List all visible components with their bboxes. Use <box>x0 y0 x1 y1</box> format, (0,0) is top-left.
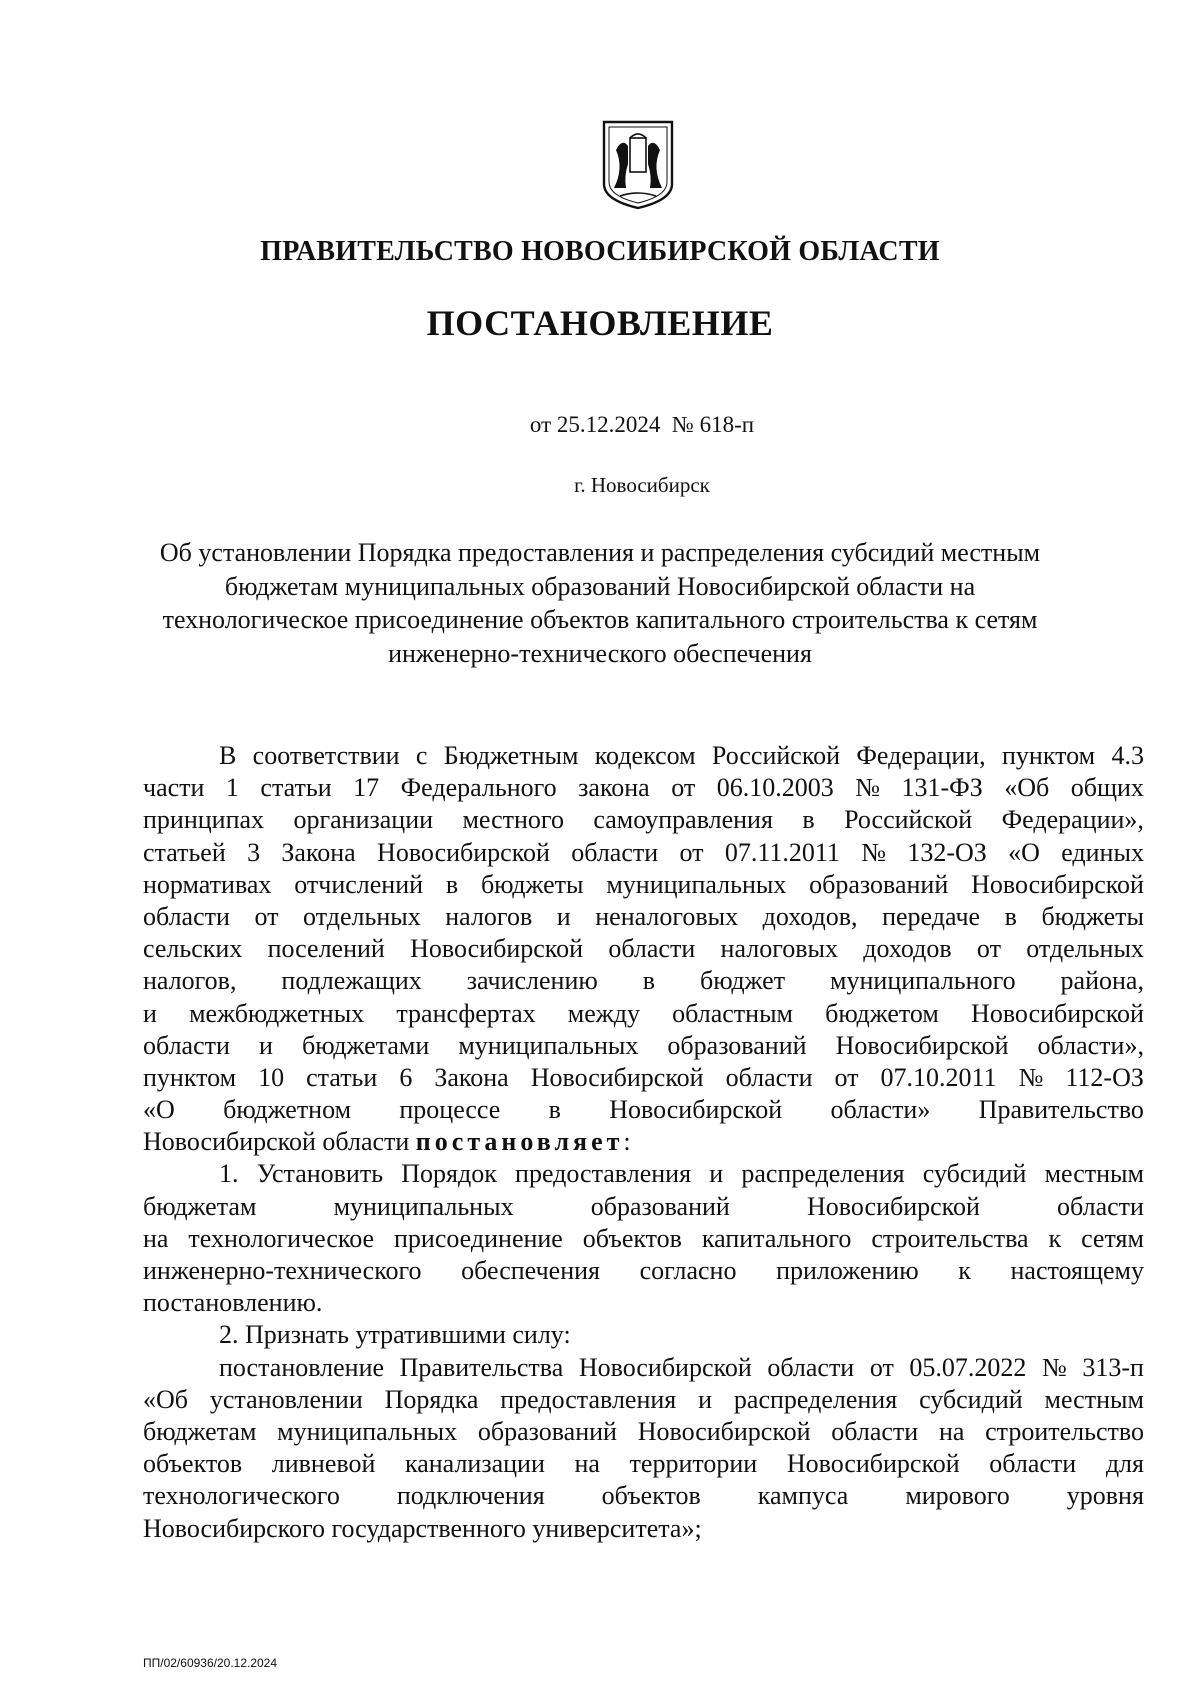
item1-line: на технологическое присоединение объектов капитального строительства к сетям <box>143 1223 1144 1253</box>
decrees-word: постановляет <box>415 1127 624 1157</box>
preamble-line: области от отдельных налогов и неналоговых доходов, передаче в бюджеты <box>143 901 1144 931</box>
government-name: ПРАВИТЕЛЬСТВО НОВОСИБИРСКОЙ ОБЛАСТИ <box>260 236 940 267</box>
date-number: от 25.12.2024 № 618-п <box>529 412 755 437</box>
item2-line: 2. Признать утратившими силу: <box>219 1320 571 1350</box>
item2-sub-end-line: Новосибирского государственного университета»; <box>143 1513 702 1543</box>
preamble-line: принципах организации местного самоуправления в Российской Федерации», <box>143 805 1144 835</box>
preamble-line: области и бюджетами муниципальных образований Новосибирской области», <box>143 1030 1144 1060</box>
item1-line: бюджетам муниципальных образований Новосибирской области <box>143 1191 1144 1221</box>
preamble-line: В соответствии с Бюджетным кодексом Российской Федерации, пунктом 4.3 <box>219 741 1144 770</box>
preamble-line: нормативах отчислений в бюджеты муниципальных образований Новосибирской <box>143 869 1144 899</box>
preamble-line: пунктом 10 статьи 6 Закона Новосибирской области от 07.10.2011 № 112-ОЗ <box>143 1062 1144 1092</box>
coat-of-arms-icon <box>600 116 676 212</box>
item1-line: инженерно-технического обеспечения согласно приложению к настоящему <box>143 1256 1144 1285</box>
item1-end-line: постановлению. <box>143 1288 323 1318</box>
document-type: ПОСТАНОВЛЕНИЕ <box>426 303 774 343</box>
item2-sub-line: технологического подключения объектов кампуса мирового уровня <box>143 1481 1144 1511</box>
document-body <box>143 740 1144 1545</box>
document-code: ПП/02/60936/20.12.2024 <box>143 1656 278 1670</box>
preamble-line: «О бюджетном процессе в Новосибирской области» Правительство <box>143 1095 1144 1125</box>
preamble-line: и межбюджетных трансфертах между областным бюджетом Новосибирской <box>143 998 1144 1028</box>
preamble-line: части 1 статьи 17 Федерального закона от 06.10.2003 № 131-ФЗ «Об общих <box>143 773 1144 803</box>
preamble-line: сельских поселений Новосибирской области налоговых доходов от отдельных <box>143 934 1144 964</box>
document-title <box>60 536 1140 670</box>
preamble-line: статьей 3 Закона Новосибирской области от 07.11.2011 № 132-ОЗ «О единых <box>143 837 1144 867</box>
item2-sub-line: постановление Правительства Новосибирской области от 05.07.2022 № 313-п <box>219 1352 1144 1382</box>
title-line: Об установлении Порядка предоставления и распределения субсидий местным <box>159 538 1041 567</box>
preamble-end-line: Новосибирской области постановляет : <box>143 1126 1144 1158</box>
preamble-line: налогов, подлежащих зачислению в бюджет муниципального района, <box>143 966 1144 996</box>
title-line: технологическое присоединение объектов капитального строительства к сетям <box>162 605 1038 635</box>
title-line: бюджетам муниципальных образований Новосибирской области на <box>224 571 976 601</box>
item2-sub-line: бюджетам муниципальных образований Новосибирской области на строительство <box>143 1416 1144 1446</box>
item1-line: 1. Установить Порядок предоставления и распределения субсидий местным <box>219 1159 1144 1189</box>
item2-sub-line: объектов ливневой канализации на территории Новосибирской области для <box>143 1449 1144 1479</box>
city: г. Новосибирск <box>574 473 710 497</box>
item2-sub-line: «Об установлении Порядка предоставления и распределения субсидий местным <box>143 1384 1144 1414</box>
title-line: инженерно-технического обеспечения <box>388 638 812 668</box>
